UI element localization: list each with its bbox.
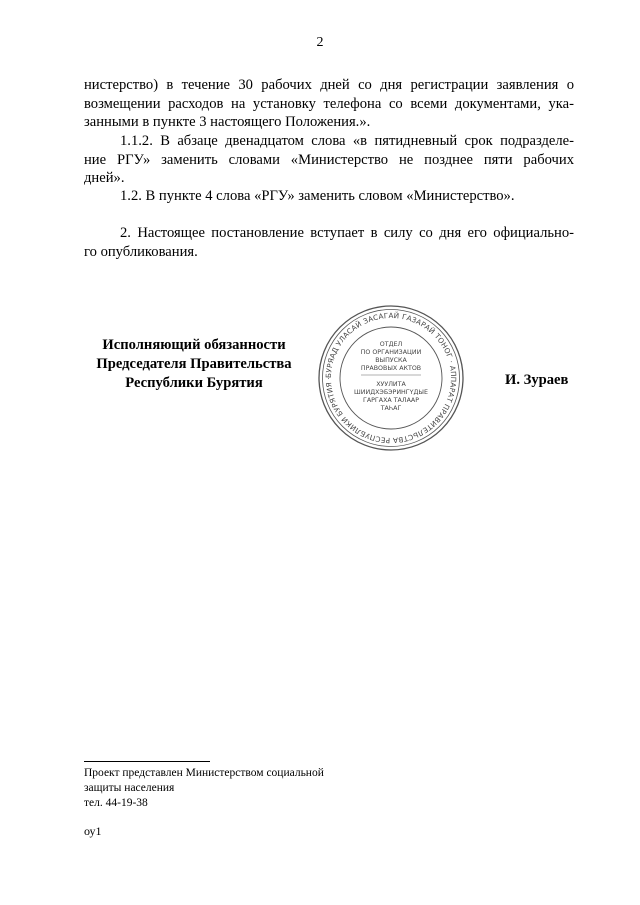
paragraph-continuation: [84, 76, 574, 132]
svg-text:БУРЯАД УЛАСАЙ ЗАСАГАЙ ГАЗАРАЙ: [324, 311, 458, 445]
footnote-rule: [84, 761, 210, 762]
footnote: [84, 766, 324, 811]
seal-inner-line: ТАҺАГ: [380, 405, 402, 412]
text-line: ние РГУ» заменить словами «Министерство не позднее пяти рабочих: [84, 151, 574, 168]
text-line: нистерство) в течение 30 рабочих дней со дня регистрации заявления о: [84, 77, 574, 93]
text-line: 2. Настоящее постановление вступает в силу со дня его официально-: [120, 225, 574, 241]
paragraph-1-2: [84, 187, 574, 206]
page-number: 2: [316, 35, 324, 50]
signatory-title-line: Республики Бурятия: [125, 375, 263, 391]
text-line: 1.2. В пункте 4 слова «РГУ» заменить словом «Министерство».: [120, 188, 515, 204]
paragraph-2: [84, 224, 574, 261]
seal-inner-line: ШИИДХЭБЭРИНГҮДЫЕ: [354, 389, 428, 396]
seal-inner-line: ОТДЕЛ: [379, 341, 403, 348]
seal-inner-line: ПО ОРГАНИЗАЦИИ: [360, 349, 422, 356]
footnote-line: защиты населения: [84, 782, 175, 794]
signatory-title: [84, 336, 304, 393]
signer-name: И. Зураев: [505, 372, 569, 388]
paragraph-1-1-2: [84, 132, 574, 188]
seal-inner-line: ВЫПУСКА: [375, 357, 407, 364]
document-code: оу1: [84, 824, 102, 838]
text-line: возмещении расходов на установку телефона со всеми документами, ука-: [84, 95, 574, 112]
text-line: занными в пункте 3 настоящего Положения.».: [84, 114, 371, 130]
seal-inner-line: ХУУЛИТА: [376, 381, 406, 388]
footnote-line: Проект представлен Министерством социальной: [84, 767, 324, 779]
text-line: дней».: [84, 170, 125, 186]
seal-inner-line: ПРАВОВЫХ АКТОВ: [360, 365, 422, 372]
signatory-title-line: Исполняющий обязанности: [102, 337, 286, 353]
seal-inner-line: ГАРГАХА ТАЛААР: [362, 397, 420, 404]
text-line: го опубликования.: [84, 243, 198, 260]
footnote-line: тел. 44-19-38: [84, 797, 148, 809]
text-line: 1.1.2. В абзаце двенадцатом слова «в пятидневный срок подразделе-: [120, 133, 574, 149]
signatory-title-line: Председателя Правительства: [96, 356, 292, 372]
official-seal: [316, 303, 466, 453]
seal-outer-text: БУРЯАД УЛАСАЙ ЗАСАГАЙ ГАЗАРАЙ ТОНОГ · АППАРАТ ПРАВИТЕЛЬСТВА РЕСПУБЛИКИ БУРЯТИЯ ·: [323, 310, 459, 446]
